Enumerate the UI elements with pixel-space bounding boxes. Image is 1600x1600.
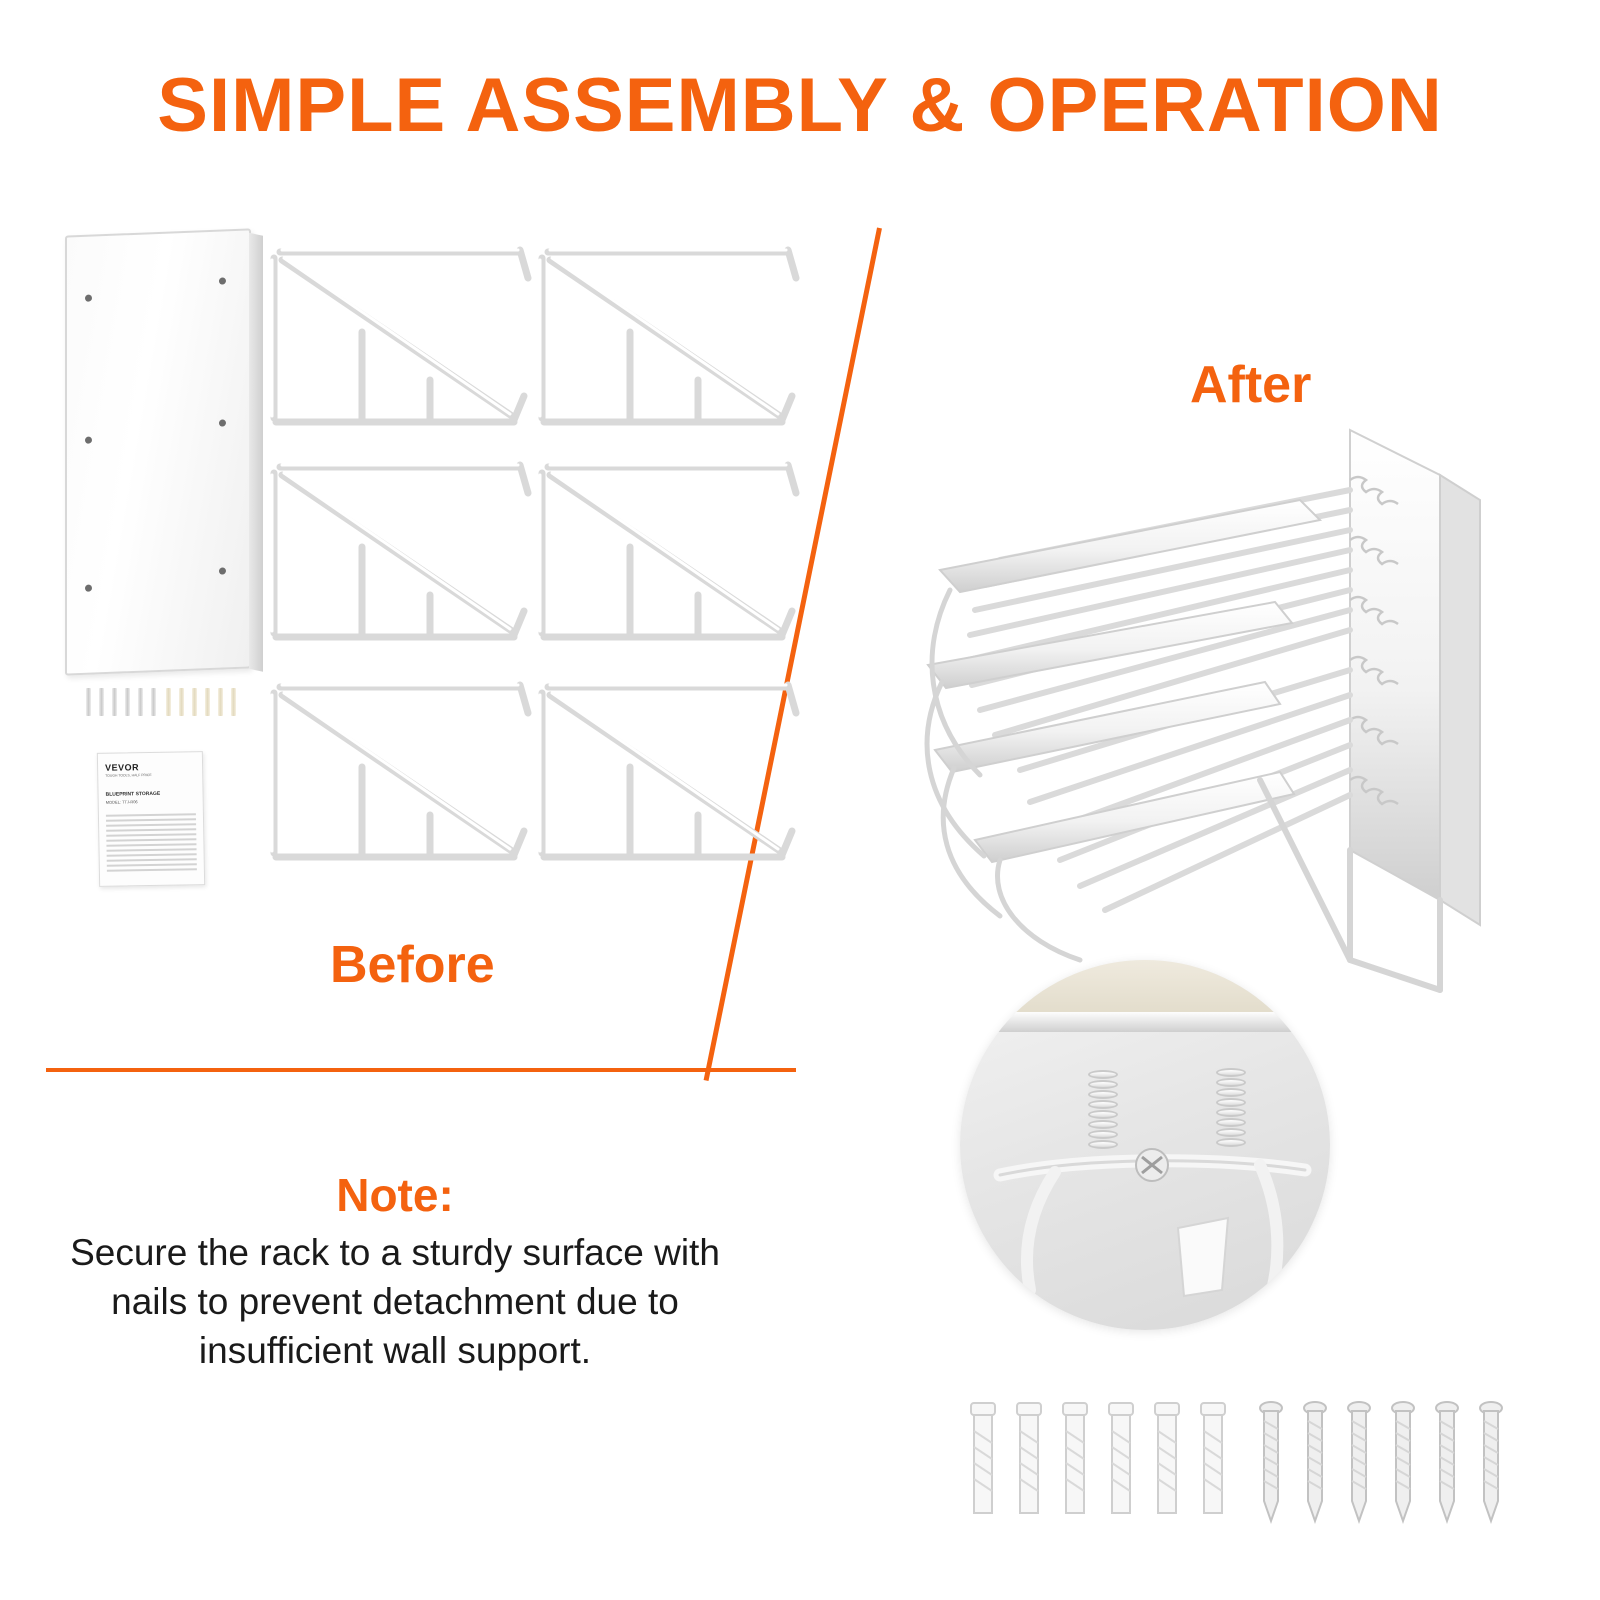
bracket-part [530, 455, 792, 655]
bracket-part [262, 240, 524, 440]
panel-hole [219, 567, 226, 574]
anchor-icon [192, 688, 197, 716]
after-label: After [1190, 356, 1312, 414]
anchor-icon [231, 688, 236, 716]
horizontal-divider [46, 1068, 796, 1072]
hardware-strip [965, 1395, 1565, 1535]
screw-icon [112, 688, 117, 716]
note-heading: Note: [336, 1169, 454, 1221]
before-label: Before [330, 936, 495, 994]
anchor-icon [179, 688, 184, 716]
anchor-icon [218, 688, 223, 716]
screw-icon [86, 688, 91, 716]
screw-icon [151, 688, 156, 716]
screw-icon [138, 688, 143, 716]
manual-text-lines [106, 813, 197, 872]
bracket-part [530, 675, 792, 875]
panel-hole [85, 295, 92, 302]
manual-model: MODEL: TTJ-R06 [105, 799, 138, 805]
panel-hole [85, 437, 92, 444]
manual-product: BLUEPRINT STORAGE [105, 790, 161, 798]
manual-brand: VEVOR [105, 762, 140, 773]
panel-hole [219, 419, 226, 426]
assembled-rack-illustration [880, 420, 1540, 1020]
screw-icon [125, 688, 130, 716]
bracket-part [530, 240, 792, 440]
panel-hole [85, 585, 92, 592]
screw-icon [99, 688, 104, 716]
bracket-part [262, 675, 524, 875]
page-title: SIMPLE ASSEMBLY & OPERATION [157, 63, 1443, 148]
anchor-icon [166, 688, 171, 716]
manual-tagline: TOUGH TOOLS, HALF PRICE [105, 772, 152, 778]
spring-mount-detail-photo [960, 960, 1330, 1330]
panel-hole [219, 277, 226, 284]
anchor-icon [205, 688, 210, 716]
note-body: Secure the rack to a sturdy surface with nails to prevent detachment due to insufficient wall support. [70, 1232, 720, 1372]
panel-edge [249, 233, 263, 672]
bracket-part [262, 455, 524, 655]
instruction-manual [97, 751, 205, 887]
screw-strip [86, 688, 236, 718]
back-panel-part [65, 228, 251, 675]
